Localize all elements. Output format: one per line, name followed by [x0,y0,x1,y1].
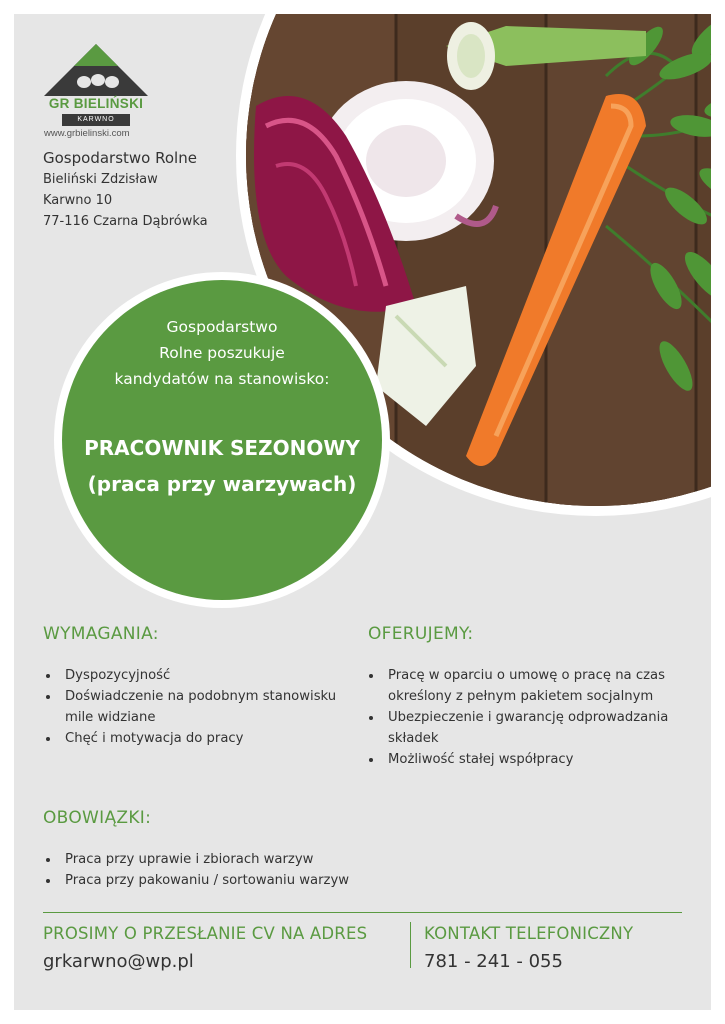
offer-heading: OFERUJEMY: [368,624,474,644]
farm-address [43,147,208,232]
company-logo [44,44,152,139]
requirements-list [43,665,363,749]
company-name: Gospodarstwo Rolne [43,149,197,167]
list-item: Doświadczenie na podobnym stanowisku mile widziane [43,686,363,728]
intro-line-3: kandydatów na stanowisko: [114,370,330,388]
phone-label: KONTAKT TELEFONICZNY [424,924,634,943]
poster-page [14,14,711,1010]
list-item: Chęć i motywacja do pracy [43,728,363,749]
logo-location: KARWNO [62,114,130,126]
list-item: Pracę w oparciu o umowę o pracę na czas określony z pełnym pakietem socjalnym [366,665,684,707]
job-subtitle: (praca przy warzywach) [87,472,357,496]
duties-list [43,849,443,891]
list-item: Praca przy pakowaniu / sortowaniu warzyw [43,870,443,891]
requirements-heading: WYMAGANIA: [43,624,159,644]
footer-vertical-divider [410,922,411,968]
cv-request-label: PROSIMY O PRZESŁANIE CV NA ADRES [43,924,368,943]
job-title: PRACOWNIK SEZONOWY [84,436,360,460]
intro-line-2: Rolne poszukuje [159,344,285,362]
farm-mountain-icon [44,44,148,98]
duties-heading: OBOWIĄZKI: [43,808,152,828]
logo-name: GR BIELIŃSKI [48,96,144,111]
list-item: Dyspozycyjność [43,665,363,686]
job-offer-circle [62,280,382,600]
email-link[interactable]: grkarwno@wp.pl [43,951,194,972]
list-item: Możliwość stałej współpracy [366,749,684,770]
job-title-block [72,430,372,502]
owner-name: Bieliński Zdzisław [43,172,158,187]
offer-list [366,665,684,770]
city-address: 77-116 Czarna Dąbrówka [43,214,208,229]
list-item: Praca przy uprawie i zbiorach warzyw [43,849,443,870]
website-link[interactable]: www.grbielinski.com [44,128,130,139]
footer-divider [43,912,682,913]
street-address: Karwno 10 [43,193,113,208]
intro-text [82,314,362,392]
list-item: Ubezpieczenie i gwarancję odprowadzania składek [366,707,684,749]
intro-line-1: Gospodarstwo [166,318,278,336]
phone-number[interactable]: 781 - 241 - 055 [424,951,563,972]
